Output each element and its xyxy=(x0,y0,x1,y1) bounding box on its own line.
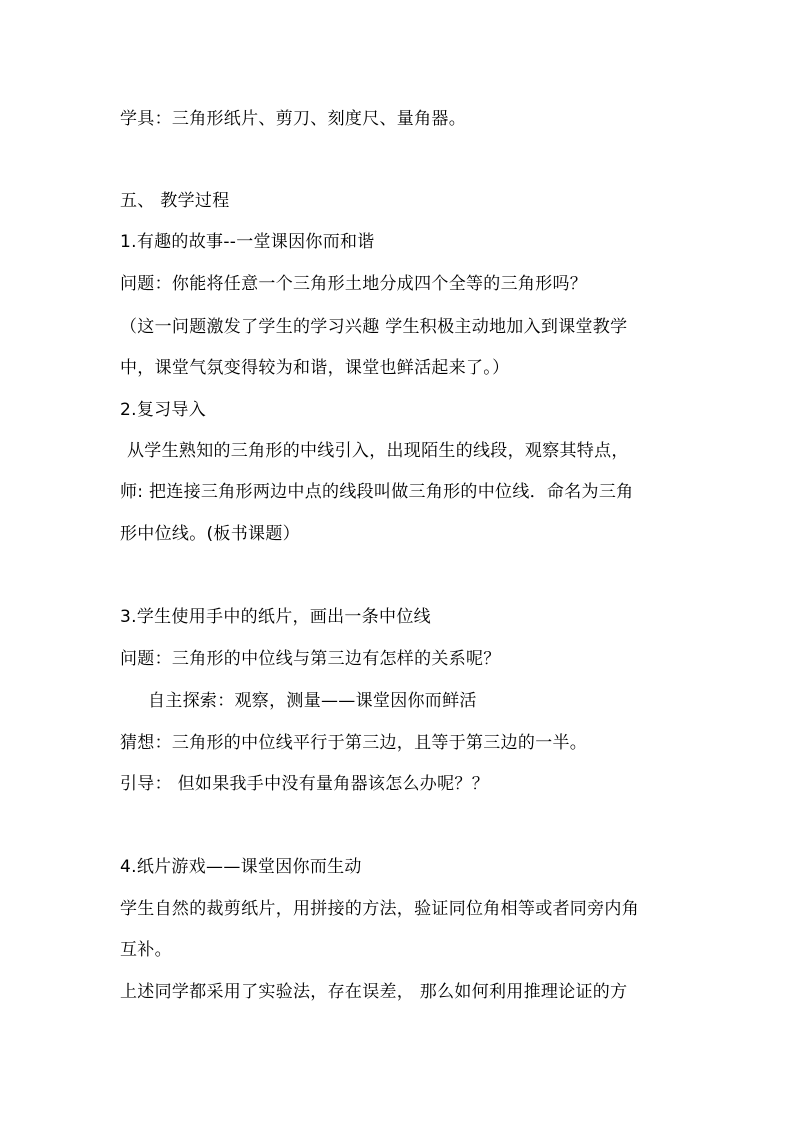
step4-line3: 上述同学都采用了实验法，存在误差， 那么如何利用推理论证的方 xyxy=(120,982,628,1002)
step4-title: 4.纸片游戏——课堂因你而生动 xyxy=(120,857,362,877)
section-heading: 五、 教学过程 xyxy=(120,191,230,211)
step1-title: 1.有趣的故事--一堂课因你而和谐 xyxy=(120,232,375,252)
step2-line2: 师: 把连接三角形两边中点的线段叫做三角形的中位线．命名为三角 xyxy=(120,482,634,502)
step1-note-line2: 中，课堂气氛变得较为和谐，课堂也鲜活起来了。） xyxy=(120,358,510,378)
step2-title: 2.复习导入 xyxy=(120,400,207,420)
step4-line2: 互补。 xyxy=(120,940,172,960)
step1-note-line1: （这一问题激发了学生的学习兴趣 学生积极主动地加入到课堂教学 xyxy=(120,317,628,337)
step3-explore: 自主探索：观察，测量——课堂因你而鲜活 xyxy=(148,691,477,711)
tools-line: 学具：三角形纸片、剪刀、刻度尺、量角器。 xyxy=(120,109,466,129)
step3-title: 3.学生使用手中的纸片，画出一条中位线 xyxy=(120,607,431,627)
step3-question: 问题：三角形的中位线与第三边有怎样的关系呢？ xyxy=(120,649,501,669)
step2-line3: 形中位线。(板书课题） xyxy=(120,524,300,544)
step3-guess: 猜想：三角形的中位线平行于第三边，且等于第三边的一半。 xyxy=(120,733,588,753)
step1-question: 问题：你能将任意一个三角形土地分成四个全等的三角形吗？ xyxy=(120,274,588,294)
step3-guide: 引导： 但如果我手中没有量角器该怎么办呢？？ xyxy=(120,774,490,794)
step2-line1: 从学生熟知的三角形的中线引入，出现陌生的线段，观察其特点， xyxy=(127,441,629,461)
step4-line1: 学生自然的裁剪纸片，用拼接的方法，验证同位角相等或者同旁内角 xyxy=(120,899,639,919)
